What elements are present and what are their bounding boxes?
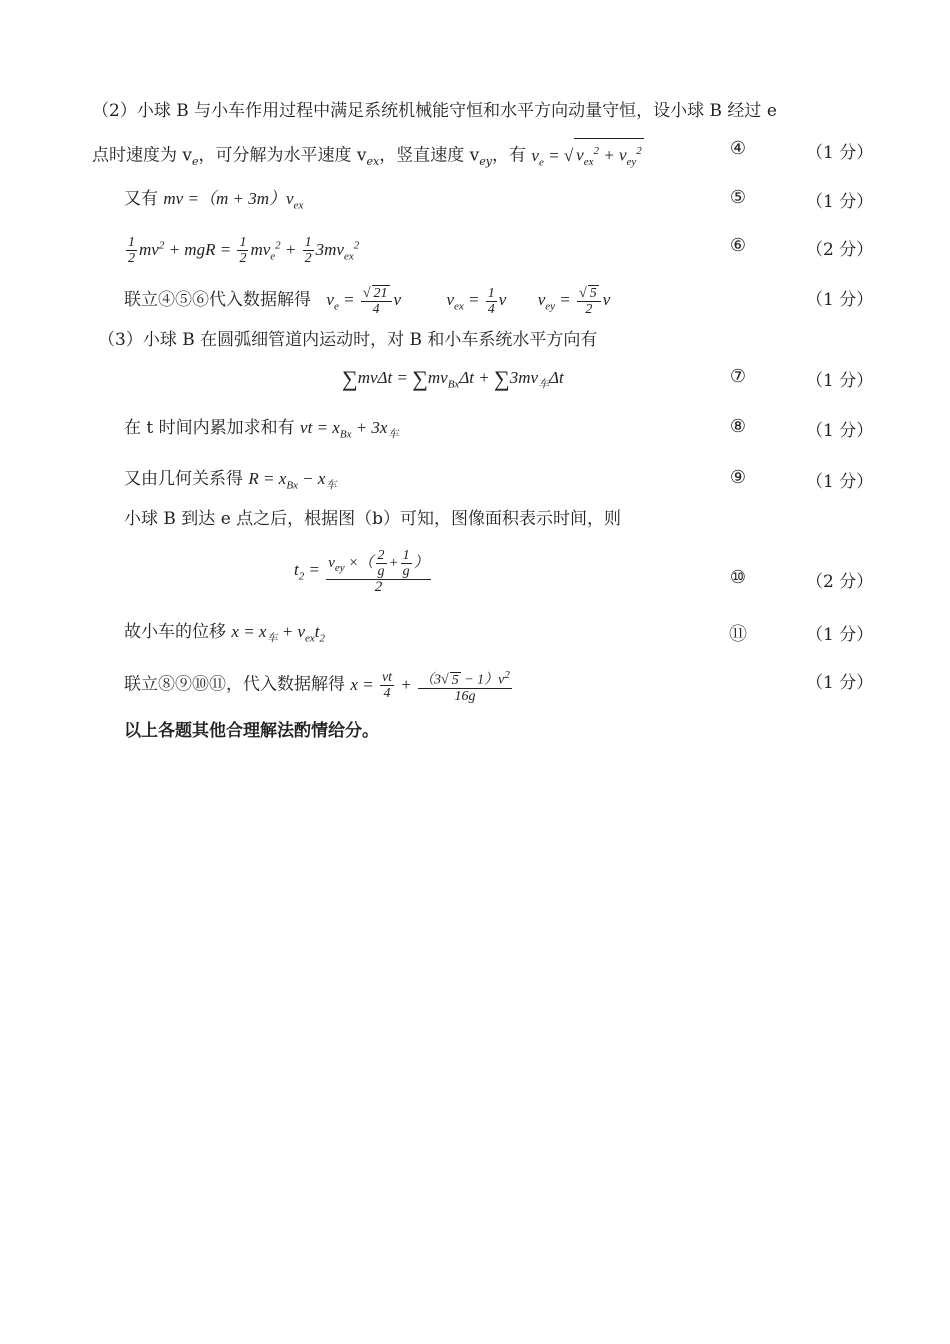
equation-9: $R = x_{Bx} - x_车$ xyxy=(248,469,337,492)
part2-text-a: 点时速度为 v xyxy=(92,145,193,166)
equation-8-label: 在 t 时间内累加求和有 xyxy=(124,418,301,438)
equation-7: $\sum mv\Delta t = \sum mv_{Bx}\Delta t + \sum 3mv_车\Delta t$ xyxy=(342,366,564,391)
final-solution-points: （1 分） xyxy=(806,673,874,693)
equation-9-label: 又由几何关系得 xyxy=(124,469,249,489)
equation-4-number: ④ xyxy=(729,138,747,159)
part2-intro-line1: （2）小球 B 与小车作用过程中满足系统机械能守恒和水平方向动量守恒，设小球 B 经过 e xyxy=(92,101,777,121)
equation-8-number: ⑧ xyxy=(729,416,747,437)
equation-5-line xyxy=(124,187,303,217)
final-solution: x = $\frac{vt}{4}$ + $\frac{(3√ 5 - 1)v^2}{16g}$ xyxy=(350,669,510,704)
equation-7-number: ⑦ xyxy=(729,366,747,387)
equation-8: vt = $x_{Bx} + 3x_车$ xyxy=(300,418,399,441)
part2-intro-line2: 点时速度为 $v_e$，可分解为水平速度 $v_{ex}$，竖直速度 $v_{ey}$，有 $v_e$ = √ $v_{ex}^2 + v_{ey}^2$ xyxy=(92,138,644,174)
final-solution-label: 联立⑧⑨⑩⑪，代入数据解得 xyxy=(124,674,351,695)
equation-10: $t_2$ = $v_{ey}$ ×（ $\frac{2}{g}$ + $\frac{1}{g}$ ） 2 xyxy=(294,548,429,595)
part2-text-d: ，有 xyxy=(492,145,532,166)
equation-11-label: 故小车的位移 xyxy=(124,622,232,642)
equation-4-points: （1 分） xyxy=(806,143,874,163)
part2-text-b: ，可分解为水平速度 v xyxy=(198,145,367,166)
equation-5-label: 又有 xyxy=(124,189,164,209)
equation-6-number: ⑥ xyxy=(729,235,747,256)
solution-vey: $v_{ey}$ = $\frac{√ 5}{2}$ v xyxy=(537,286,611,317)
equation-6: $\frac{1}{2}$ $mv^2$ + mgR = $\frac{1}{2}$ $mv_e^2$ + $\frac{1}{2}$ $3mv_{ex}^2$ xyxy=(128,235,360,267)
equation-6-points: （2 分） xyxy=(806,240,874,260)
part2-solution-points: （1 分） xyxy=(806,290,874,310)
final-solution-line xyxy=(124,668,514,704)
equation-5-number: ⑤ xyxy=(729,187,747,208)
part2-solution-line xyxy=(124,285,610,318)
equation-11-number: ⑪ xyxy=(729,624,747,645)
part3-intro: （3）小球 B 在圆弧细管道内运动时，对 B 和小车系统水平方向有 xyxy=(98,330,598,350)
equation-5-points: （1 分） xyxy=(806,192,874,212)
solution-vex: $v_{ex}$ = $\frac{1}{4}$ v xyxy=(446,285,507,317)
equation-4: $v_e$ = √ $v_{ex}^2 + v_{ey}^2$ xyxy=(531,146,643,165)
equation-9-number: ⑨ xyxy=(729,467,747,488)
part2-solution-label: 联立④⑤⑥代入数据解得 xyxy=(124,289,311,310)
equation-7-points: （1 分） xyxy=(806,371,874,391)
grading-note: 以上各题其他合理解法酌情给分。 xyxy=(124,721,379,741)
equation-11-points: （1 分） xyxy=(806,625,874,645)
equation-9-points: （1 分） xyxy=(806,472,874,492)
graph-explanation: 小球 B 到达 e 点之后，根据图（b）可知，图像面积表示时间，则 xyxy=(124,509,622,529)
equation-8-points: （1 分） xyxy=(806,421,874,441)
part2-text-c: ，竖直速度 v xyxy=(379,145,480,166)
equation-10-number: ⑩ xyxy=(729,567,747,588)
equation-11-line xyxy=(124,620,325,650)
equation-8-line xyxy=(124,416,398,446)
equation-11: $x = x_车 + v_{ex}t_2$ xyxy=(231,622,325,645)
equation-9-line xyxy=(124,467,336,497)
equation-10-points: （2 分） xyxy=(806,572,874,592)
solution-ve: $v_e$ = $\frac{√ 21}{4}$ v xyxy=(326,286,402,317)
equation-5: mv $=(m + 3m)v_{ex}$ xyxy=(163,189,304,212)
